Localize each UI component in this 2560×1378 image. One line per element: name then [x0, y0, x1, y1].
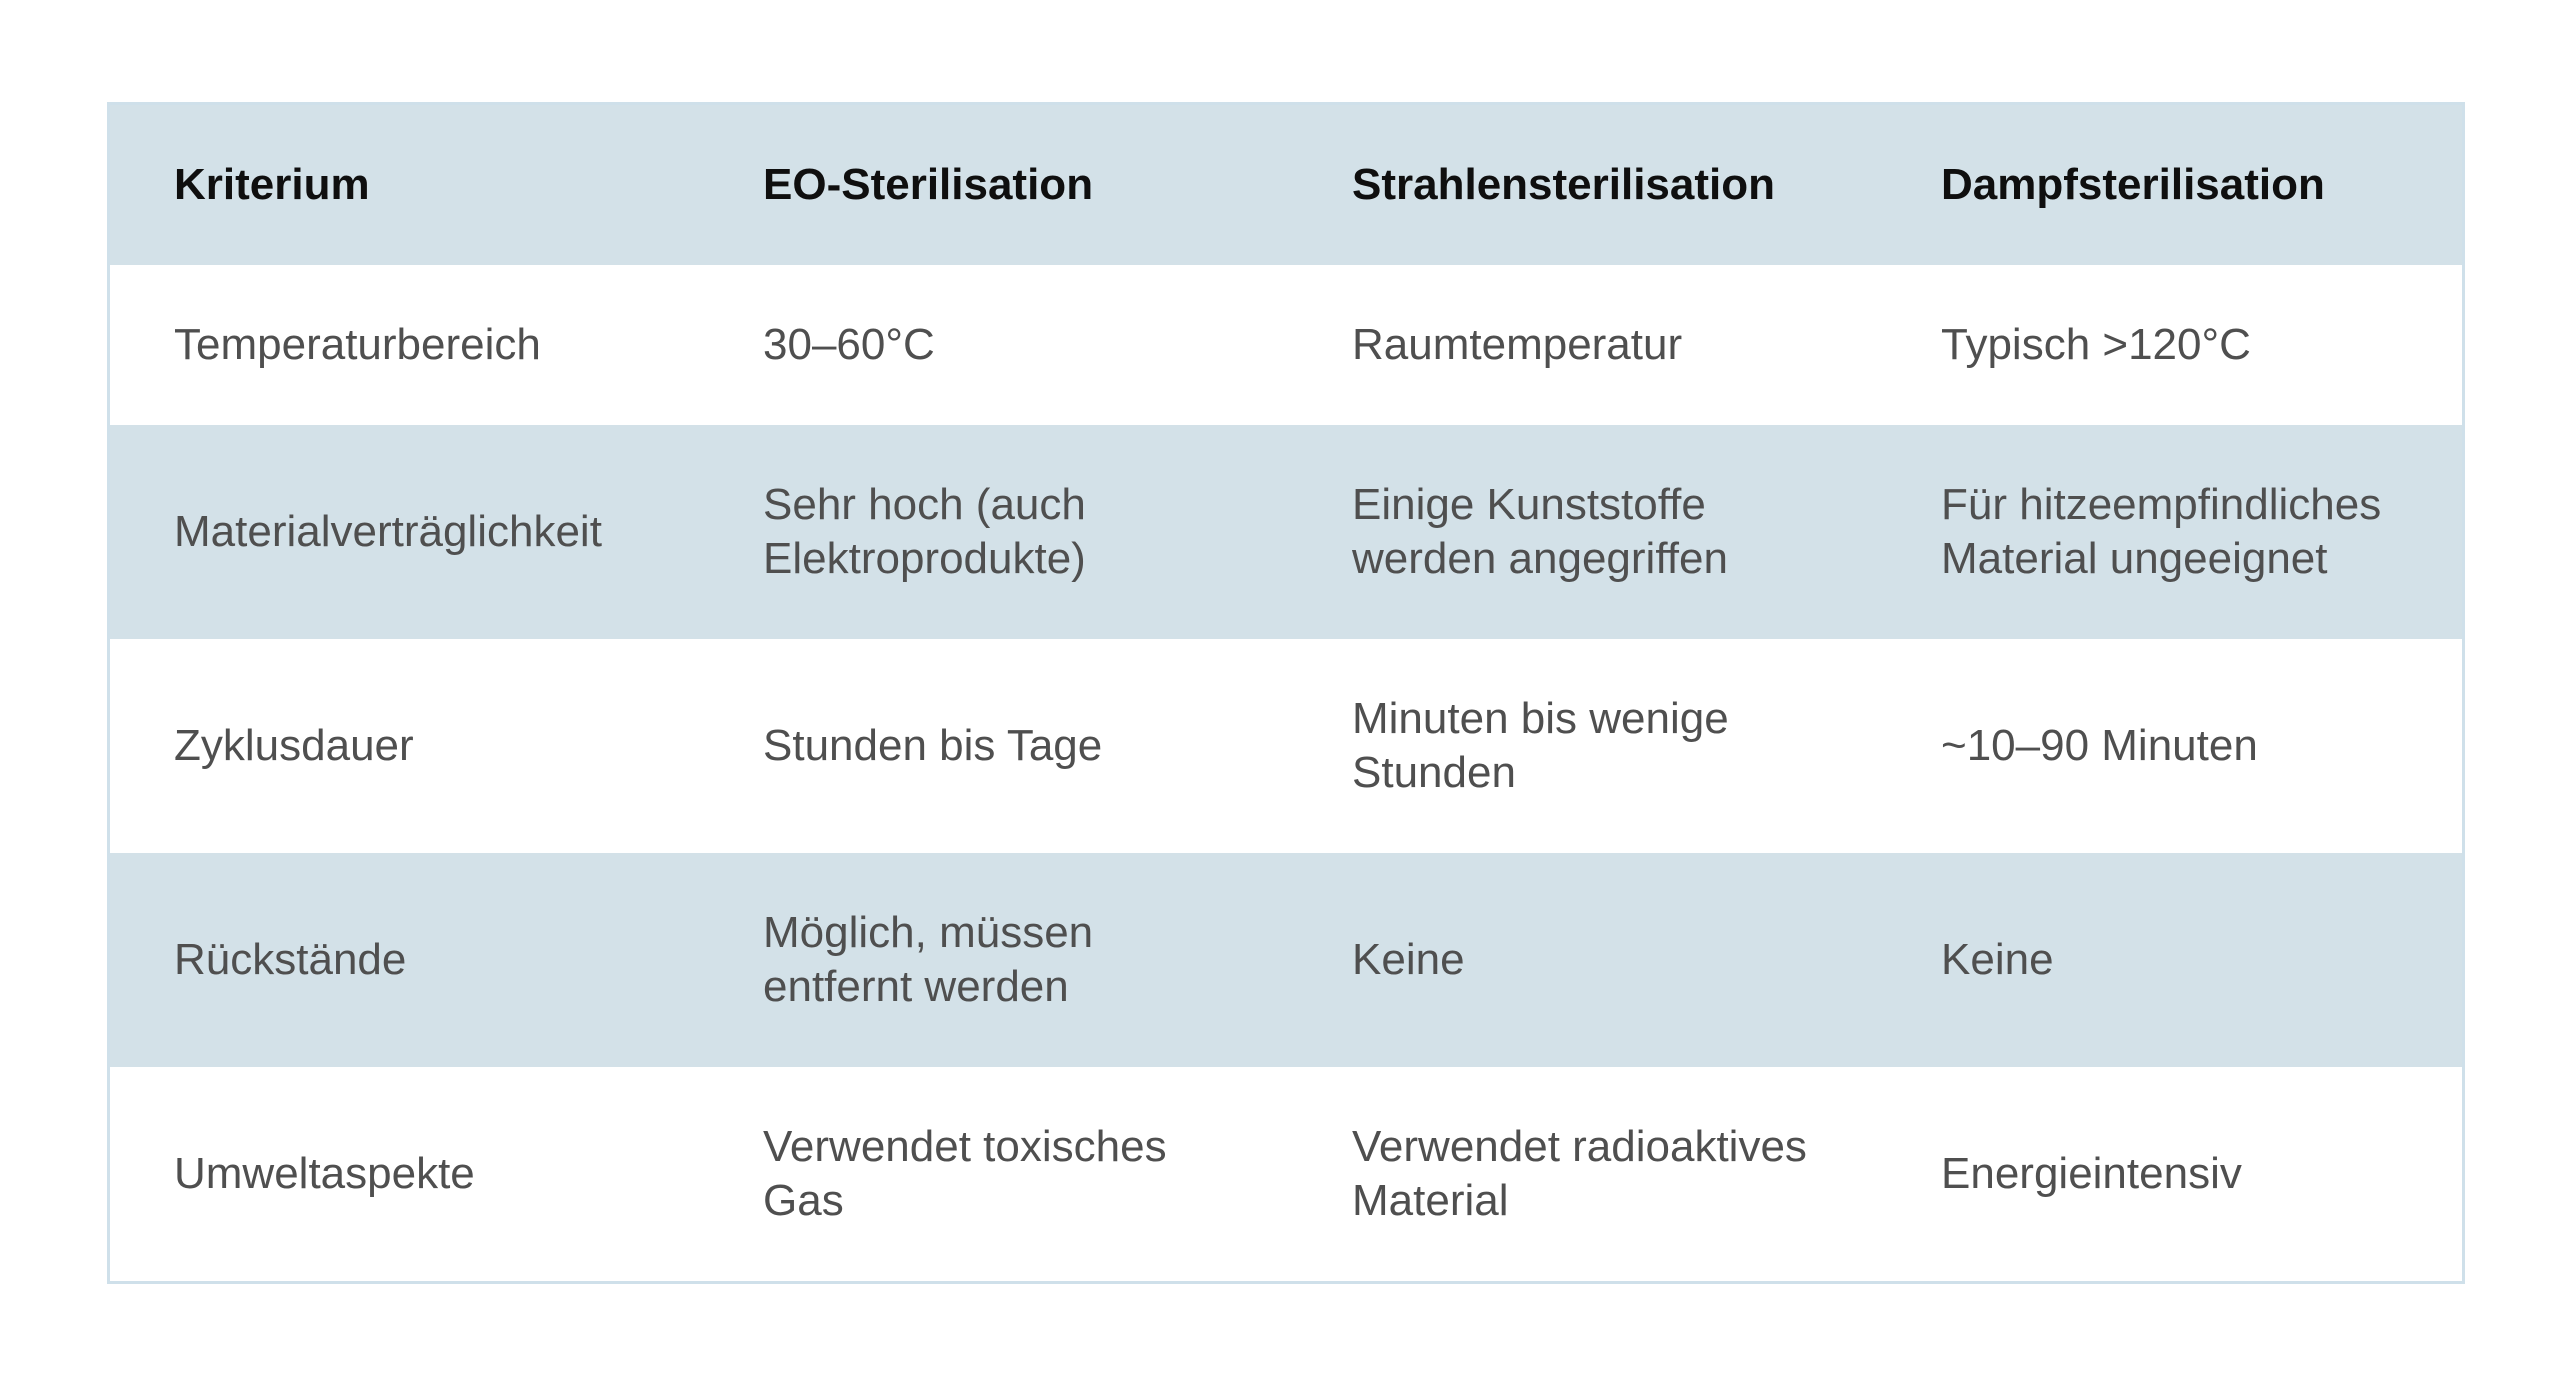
row-label: Rückstände: [174, 935, 407, 984]
table-cell: Möglich, müssen entfernt werden: [763, 908, 1094, 1011]
table-cell: Verwendet toxisches Gas: [763, 1122, 1167, 1225]
table-cell: Typisch >120°C: [1941, 320, 2251, 369]
table-cell: Raumtemperatur: [1352, 320, 1683, 369]
table-body: [110, 265, 2462, 1281]
table-cell: Keine: [1941, 935, 2054, 984]
comparison-table-container: [107, 102, 2465, 1284]
sterilization-comparison-table: [110, 105, 2462, 1281]
table-cell: 30–60°C: [763, 320, 935, 369]
header-row: [110, 105, 2462, 265]
table-cell: Minuten bis wenige Stunden: [1352, 694, 1729, 797]
table-row: [110, 265, 2462, 425]
table-header: [110, 105, 2462, 265]
header-eo-sterilisation: EO-Sterilisation: [763, 160, 1094, 209]
table-row: [110, 1067, 2462, 1281]
row-label: Umweltaspekte: [174, 1149, 475, 1198]
header-dampfsterilisation: Dampfsterilisation: [1941, 160, 2325, 209]
table-cell: Für hitzeempfindliches Material ungeeignet: [1941, 480, 2382, 583]
header-kriterium: Kriterium: [174, 160, 370, 209]
table-cell: Keine: [1352, 935, 1465, 984]
table-row: [110, 639, 2462, 853]
row-label: Zyklusdauer: [174, 721, 414, 770]
table-cell: Stunden bis Tage: [763, 721, 1103, 770]
table-cell: Energieintensiv: [1941, 1149, 2242, 1198]
table-cell: Einige Kunststoffe werden angegriffen: [1352, 480, 1728, 583]
header-strahlensterilisation: Strahlensterilisation: [1352, 160, 1776, 209]
table-row: [110, 853, 2462, 1067]
row-label: Materialverträglichkeit: [174, 507, 602, 556]
table-cell: Sehr hoch (auch Elektroprodukte): [763, 480, 1086, 583]
table-cell: ~10–90 Minuten: [1941, 721, 2258, 770]
table-row: [110, 425, 2462, 639]
row-label: Temperaturbereich: [174, 320, 541, 369]
table-cell: Verwendet radioaktives Material: [1352, 1122, 1807, 1225]
